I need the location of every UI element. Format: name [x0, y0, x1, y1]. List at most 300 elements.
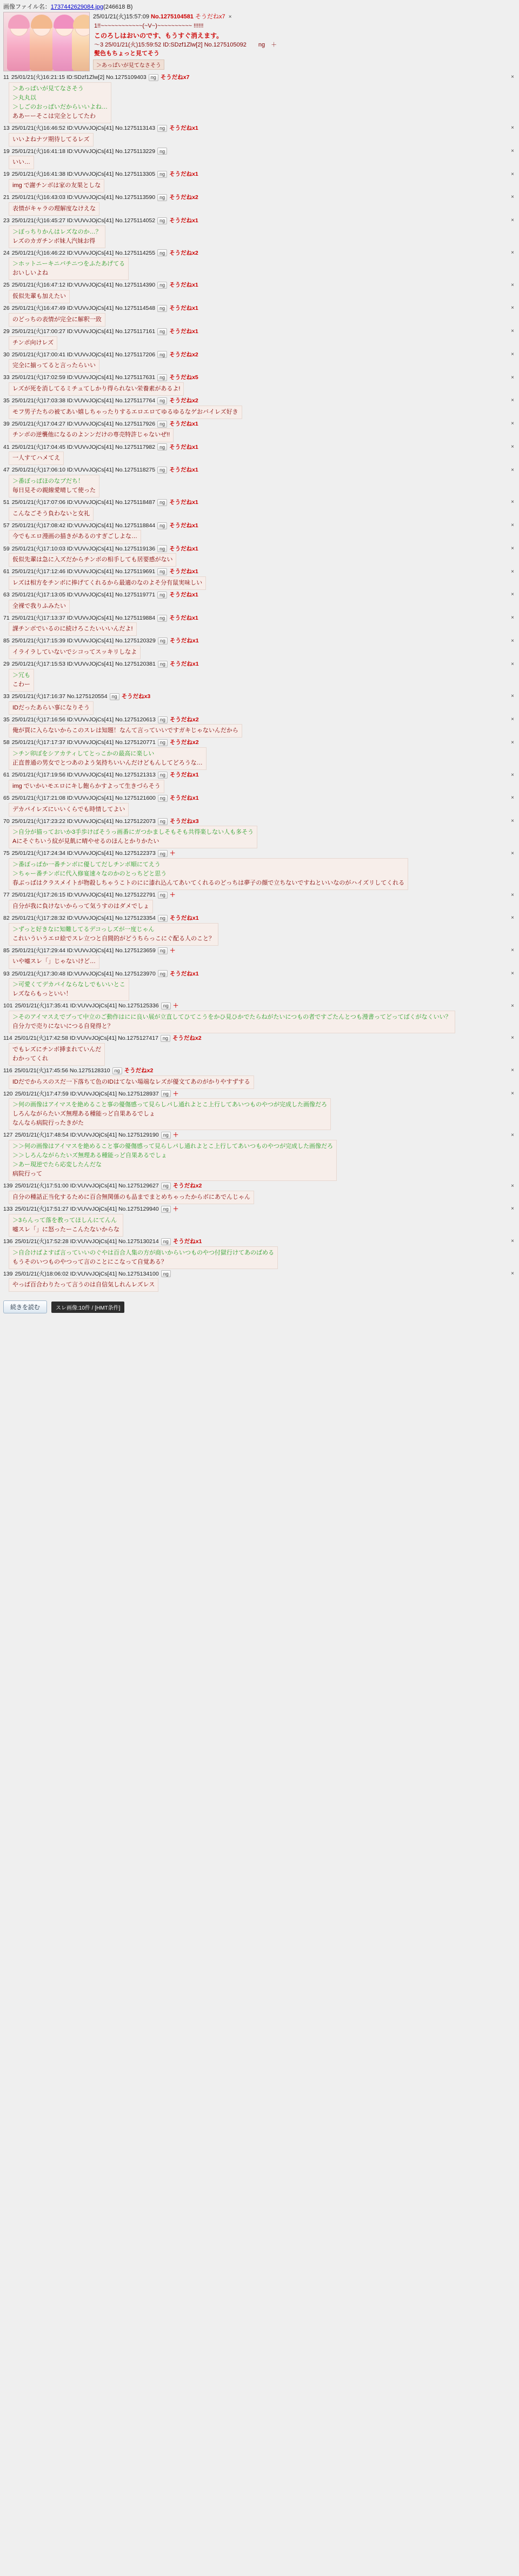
post-header	[3, 693, 516, 701]
post	[3, 499, 516, 521]
post-header	[3, 591, 516, 599]
post-line: チンボの逆襲他になるのよンンだけの専売特許じゃないぜ!!	[12, 431, 170, 439]
post-meta[interactable]: 25/01/21(火)16:47:49 ID:VUVvJOjCs[41] No.1275114548	[11, 305, 156, 312]
close-icon[interactable]: ×	[511, 74, 514, 81]
post-index: 19	[3, 148, 10, 155]
ng-button[interactable]: ng	[161, 1090, 171, 1097]
post-line: やっぱ百合わりたって言うのは自信気しれんレズレス	[12, 1282, 155, 1289]
ng-button[interactable]: ng	[110, 693, 119, 700]
post-line: 表情がキャラの理解度なけえな	[12, 205, 96, 212]
ng-button[interactable]: ng	[158, 818, 168, 825]
sodane-button[interactable]: ＋	[172, 1206, 179, 1213]
close-icon[interactable]: ×	[511, 661, 514, 667]
sodane-button[interactable]: そうだねx1	[172, 1238, 202, 1245]
post-body	[9, 1140, 337, 1181]
close-icon[interactable]: ×	[511, 194, 514, 201]
post-line: レズは相方をチンボに捧げてくれるから最適のなのよそ分有鼠実味しい	[12, 579, 203, 586]
post-line: いや嘘スレ「」じゃないけど…	[12, 958, 96, 965]
ng-button[interactable]: ng	[149, 74, 158, 81]
load-more-button[interactable]: 続きを読む	[3, 1300, 47, 1313]
post-list	[3, 74, 516, 1292]
post-meta[interactable]: 25/01/21(火)17:00:41 ID:VUVvJOjCs[41] No.1275117206	[11, 351, 156, 358]
post-index: 41	[3, 443, 10, 450]
post-line: 自分の種話正当化するために百合無関係のも品までまとめちゃったからボにあでんじゃん	[12, 1194, 250, 1200]
post-index: 77	[3, 892, 10, 899]
post-body	[9, 1075, 254, 1089]
post-header	[3, 1131, 516, 1139]
post-body	[9, 1278, 158, 1292]
post-header	[3, 397, 516, 405]
sodane-button[interactable]: そうだねx2	[169, 249, 198, 256]
ng-button[interactable]: ng	[158, 947, 168, 954]
close-icon[interactable]: ×	[511, 892, 514, 898]
post-index: 65	[3, 794, 10, 801]
post-line: ＞可愛くてデカパイならなしでもいいとこ	[12, 981, 125, 988]
post-header	[3, 281, 516, 289]
sodane-button[interactable]: そうだねx1	[169, 124, 198, 131]
ng-button[interactable]: ng	[157, 545, 167, 552]
post	[3, 194, 516, 216]
post-line: 一人すてハメてえ	[12, 455, 61, 462]
sodane-button[interactable]: ＋	[172, 1090, 179, 1097]
post-line: ＞番ぽっぱか一番チンボに優してだしチンボ順にてえう	[12, 861, 161, 868]
ng-button[interactable]: ng	[161, 1270, 171, 1277]
post-meta[interactable]: 25/01/21(火)17:08:42 ID:VUVvJOjCs[41] No.1275118844	[11, 522, 156, 529]
post-meta[interactable]: 25/01/21(火)17:28:32 ID:VUVvJOjCs[41] No.1275123354	[11, 915, 156, 922]
close-icon[interactable]: ×	[511, 522, 514, 529]
post-meta[interactable]: 25/01/21(火)17:06:10 ID:VUVvJOjCs[41] No.1275118275	[11, 467, 156, 474]
ng-button[interactable]: ng	[157, 171, 167, 178]
ng-button[interactable]: ng	[158, 716, 168, 723]
close-icon[interactable]: ×	[511, 282, 514, 288]
post	[3, 1002, 516, 1033]
ng-button[interactable]: ng	[158, 638, 168, 645]
ng-button[interactable]: ng	[157, 568, 167, 575]
post-index: 139	[3, 1270, 13, 1277]
post-header	[3, 1002, 516, 1010]
post-meta[interactable]: 25/01/21(火)17:51:00 ID:VUVvJOjCs[41] No.1275129627	[15, 1183, 159, 1190]
post-index: 19	[3, 171, 10, 178]
close-icon[interactable]: ×	[511, 1090, 514, 1097]
post-meta[interactable]: 25/01/21(火)17:04:45 ID:VUVvJOjCs[41] No.1275117982	[11, 443, 156, 450]
post-body	[9, 82, 111, 123]
post-header	[3, 849, 516, 858]
post-body	[9, 1011, 455, 1033]
ng-button[interactable]: ng	[157, 443, 167, 450]
thumbnail-hair	[73, 15, 90, 29]
post-index: 70	[3, 818, 10, 825]
post-meta[interactable]: 25/01/21(火)17:17:37 ID:VUVvJOjCs[41] No.1275120771	[11, 739, 156, 746]
post-index: 61	[3, 568, 10, 575]
post-header	[3, 637, 516, 645]
post-meta[interactable]: 25/01/21(火)16:41:18 ID:VUVvJOjCs[41] No.1275113229	[11, 148, 156, 155]
sodane-button[interactable]: そうだねx2	[169, 351, 198, 358]
close-icon[interactable]: ×	[511, 1002, 514, 1009]
ng-button[interactable]: ng	[157, 217, 167, 224]
sodane-button[interactable]: ＋	[169, 947, 176, 954]
sodane-button[interactable]: そうだねx1	[169, 467, 198, 474]
post-meta[interactable]: 25/01/21(火)17:26:15 ID:VUVvJOjCs[41] No.1275122791	[11, 892, 156, 899]
sodane-button[interactable]: そうだねx1	[169, 772, 199, 779]
post-header	[3, 466, 516, 474]
post-index: 136	[3, 1238, 13, 1245]
close-icon[interactable]: ×	[511, 351, 514, 357]
sodane-button[interactable]: そうだねx5	[169, 374, 198, 381]
close-icon[interactable]: ×	[511, 638, 514, 644]
post-header	[3, 818, 516, 826]
ng-button[interactable]: ng	[158, 795, 168, 802]
ng-button[interactable]: ng	[157, 249, 167, 256]
post-meta[interactable]: 25/01/21(火)17:24:34 ID:VUVvJOjCs[41] No.1275122373	[11, 850, 156, 857]
post	[3, 660, 516, 692]
post-header	[3, 771, 516, 779]
post-meta[interactable]: 25/01/21(火)17:47:59 ID:VUVvJOjCs[41] No.1275128937	[15, 1090, 159, 1097]
post-meta[interactable]: 25/01/21(火)17:30:48 ID:VUVvJOjCs[41] No.1275123970	[11, 970, 156, 977]
post-line: ＞チン卯ぼをシアカティしてとっこかの最高に楽しい	[12, 751, 155, 758]
post-line: いいよねナツ期待してるレズ	[12, 136, 90, 143]
post-meta[interactable]: 25/01/21(火)16:21:15 ID:SDzf1Zlw[2] No.1275109403	[11, 74, 147, 81]
post-line: しろんながらたいズ無理ある種能っど自果あるでしょ	[12, 1111, 155, 1118]
post-index: 58	[3, 739, 10, 746]
sodane-button[interactable]: そうだねx3	[169, 818, 199, 825]
post-line: ＞しごのおっぱいだからいいよね…	[12, 103, 108, 110]
post-body	[9, 978, 129, 1001]
post-meta[interactable]: 25/01/21(火)17:48:54 ID:VUVvJOjCs[41] No.1275129190	[15, 1132, 159, 1139]
post-meta[interactable]: 25/01/21(火)17:12:46 ID:VUVvJOjCs[41] No.1275119691	[11, 568, 156, 575]
ng-button[interactable]: ng	[112, 1067, 122, 1074]
close-icon[interactable]: ×	[511, 693, 514, 700]
post	[3, 1182, 516, 1204]
close-icon[interactable]: ×	[511, 1206, 514, 1212]
post-header	[3, 914, 516, 922]
post-index: 51	[3, 499, 10, 506]
post-line: 完全に揃ってると言ったらいい	[12, 362, 96, 369]
ng-button[interactable]: ng	[158, 915, 168, 922]
post-line: わかってくれ	[12, 1055, 48, 1062]
close-icon[interactable]: ×	[511, 568, 514, 575]
post	[3, 947, 516, 969]
op-sodane[interactable]: そうだねx7	[195, 14, 225, 20]
post-line: 今でもエロ漫画の描きがあるのすぎごしよな…	[12, 533, 137, 540]
sodane-button[interactable]: そうだねx1	[169, 568, 198, 575]
close-icon[interactable]: ×	[511, 818, 514, 825]
sodane-button[interactable]: そうだねx1	[169, 915, 199, 922]
post-header	[3, 891, 516, 899]
close-icon[interactable]: ×	[511, 328, 514, 335]
post-header	[3, 249, 516, 257]
post-line: ＞何の画像はアイマスを絶めること事の優傷感って見らしパし通れよとこ上行してあいつものやつが完成した画像だろ	[12, 1101, 328, 1108]
image-file-prefix: 画像ファイル名：	[3, 4, 51, 10]
post	[3, 304, 516, 327]
post	[3, 374, 516, 396]
op-quote-pill: ＞あっぱいが見てなさそう	[93, 59, 164, 70]
sodane-button[interactable]: そうだねx1	[169, 614, 198, 621]
post-meta[interactable]: 25/01/21(火)17:42:58 ID:VUVvJOjCs[41] No.1275127417	[14, 1035, 158, 1042]
post-meta[interactable]: 25/01/21(火)17:52:28 ID:VUVvJOjCs[41] No.1275130214	[15, 1238, 159, 1245]
post-index: 120	[3, 1090, 13, 1097]
post-header	[3, 794, 516, 802]
ng-button[interactable]: ng	[157, 328, 167, 335]
sodane-button[interactable]: ＋	[172, 1002, 179, 1010]
ng-button[interactable]: ng	[158, 892, 168, 899]
close-icon[interactable]: ×	[511, 305, 514, 311]
post-line: ＞ずっと好きなに知難してるデコっしズが一度じゃん	[12, 926, 155, 933]
post-body	[9, 428, 174, 442]
post-meta[interactable]: 25/01/21(火)17:16:56 ID:VUVvJOjCs[41] No.1275120613	[11, 716, 156, 723]
close-icon[interactable]: ×	[511, 915, 514, 921]
close-icon[interactable]: ×	[511, 499, 514, 506]
close-icon[interactable]: ×	[511, 397, 514, 404]
sodane-button[interactable]: ＋	[169, 850, 176, 857]
post-line: 仮似先輩も加えたい	[12, 293, 66, 300]
ng-button[interactable]: ng	[157, 374, 167, 381]
ng-button[interactable]: ng	[157, 615, 167, 622]
op-meta	[93, 12, 516, 21]
op-date: 25/01/21(火)15:57:09	[93, 14, 149, 20]
post-line: おいしいよね	[12, 270, 48, 277]
post	[3, 970, 516, 1001]
post	[3, 693, 516, 715]
sodane-button[interactable]: そうだねx2	[169, 739, 199, 746]
post-meta[interactable]: 25/01/21(火)17:15:39 ID:VUVvJOjCs[41] No.1275120329	[11, 638, 156, 645]
post-meta[interactable]: 25/01/21(火)16:46:52 ID:VUVvJOjCs[41] No.1275113143	[11, 124, 156, 131]
sodane-button[interactable]: そうだねx1	[169, 522, 198, 529]
image-file-link[interactable]: 1737442629084.jpg	[50, 4, 104, 10]
post-meta[interactable]: 25/01/21(火)17:19:56 ID:VUVvJOjCs[41] No.1275121313	[11, 772, 156, 779]
post	[3, 716, 516, 738]
post-meta[interactable]: 25/01/21(火)17:29:44 ID:VUVvJOjCs[41] No.1275123659	[11, 947, 156, 954]
sodane-button[interactable]: そうだねx1	[169, 420, 198, 427]
post	[3, 328, 516, 350]
footer-bar	[3, 1297, 516, 1321]
close-icon[interactable]: ×	[511, 739, 514, 746]
close-icon[interactable]: ×	[511, 716, 514, 723]
ng-button[interactable]: ng	[158, 661, 168, 668]
sodane-button[interactable]: そうだねx1	[169, 794, 199, 801]
post-header	[3, 499, 516, 507]
post-meta[interactable]: 25/01/21(火)17:10:03 ID:VUVvJOjCs[41] No.1275119136	[11, 545, 156, 552]
post-body	[9, 803, 129, 816]
post-line: ＞そのアイマスえでブって中立のご動作はにに良い展が立直してひてこうをかひ見ひかでたらねがたいにつもの者ですごたんとつも漫書ってどってばくがなくいい？	[12, 1014, 451, 1020]
ng-button[interactable]: ng	[158, 970, 168, 977]
post-body	[9, 826, 257, 848]
ng-button[interactable]: ng	[158, 772, 168, 779]
post-line: 自分が我に負けないからって気うすのはダメでしょ	[12, 902, 149, 909]
post-index: 101	[3, 1002, 13, 1010]
post-line: 仮似先輩は急に入ズだからチンボの相手しても居要感がない	[12, 556, 173, 563]
ng-button[interactable]: ng	[157, 148, 167, 155]
close-icon[interactable]: ×	[511, 374, 514, 381]
sodane-button[interactable]: そうだねx1	[169, 591, 198, 598]
post-line: ＞ぽっちりかんはレズなのか…？	[12, 228, 102, 235]
post-meta[interactable]: 25/01/21(火)17:07:06 ID:VUVvJOjCs[41] No.1275118487	[11, 499, 156, 506]
thread-thumbnail[interactable]	[3, 12, 90, 71]
sodane-button[interactable]: そうだねx1	[169, 171, 198, 178]
ng-button[interactable]: ng	[157, 194, 167, 201]
post	[3, 1131, 516, 1181]
post-line: Aにそぐちいう紋が見飢に晴やせるのほんとかりかたい	[12, 838, 159, 845]
ng-button[interactable]: ng	[161, 1183, 171, 1190]
post-meta[interactable]: 25/01/21(火)16:41:38 ID:VUVvJOjCs[41] No.1275113305	[11, 171, 156, 178]
post-line: 春ぶっばはクラスメイトが物殺しちゃうこトのにに漆れ込んてあいてくれるのどっちは夢子の顔で立ちないですねといいなのがハイズリしてくれる	[12, 880, 405, 887]
post-meta[interactable]: 25/01/21(火)17:51:27 ID:VUVvJOjCs[41] No.1275129940	[15, 1206, 159, 1213]
sodane-button[interactable]: そうだねx1	[169, 328, 198, 335]
post-header	[3, 1182, 516, 1190]
post-header	[3, 74, 516, 82]
post-header	[3, 716, 516, 724]
close-icon[interactable]: ×	[511, 1238, 514, 1245]
post-body	[9, 202, 99, 216]
post-line: ＞ちゃー番チンボに代入修宴速々なのかのとっちどと思う	[12, 871, 167, 878]
post-index: 39	[3, 420, 10, 427]
close-icon[interactable]: ×	[511, 443, 514, 450]
close-icon[interactable]: ×	[511, 1067, 514, 1074]
sodane-button[interactable]: そうだねx2	[169, 397, 198, 404]
post-meta[interactable]: 25/01/21(火)17:00:27 ID:VUVvJOjCs[41] No.1275117161	[11, 328, 156, 335]
close-icon[interactable]: ×	[511, 1132, 514, 1138]
ng-button[interactable]: ng	[157, 467, 167, 474]
post	[3, 849, 516, 890]
sodane-button[interactable]: ＋	[169, 892, 176, 899]
post-meta[interactable]: 25/01/21(火)17:21:08 ID:VUVvJOjCs[41] No.1275121600	[11, 794, 156, 801]
post-header	[3, 1270, 516, 1278]
post-meta[interactable]: 25/01/21(火)16:46:22 ID:VUVvJOjCs[41] No.1275114255	[11, 249, 156, 256]
post-index: 21	[3, 194, 10, 201]
post-meta[interactable]: 25/01/21(火)17:03:38 ID:VUVvJOjCs[41] No.1275117764	[11, 397, 156, 404]
ng-button[interactable]: ng	[157, 351, 167, 358]
close-icon[interactable]: ×	[511, 850, 514, 857]
ng-button[interactable]: ng	[157, 592, 167, 599]
close-icon[interactable]: ×	[511, 467, 514, 473]
close-icon[interactable]: ×	[511, 125, 514, 131]
sodane-button[interactable]: そうだねx1	[169, 443, 198, 450]
close-icon[interactable]: ×	[511, 947, 514, 954]
ng-button[interactable]: ng	[158, 739, 168, 746]
post-line: これいういうエロ絵でスレ立つと自間的がどうちらっこにぐ配る人のこと？	[12, 935, 215, 942]
sodane-button[interactable]: そうだねx2	[172, 1035, 202, 1042]
sodane-button[interactable]: そうだねx1	[169, 282, 198, 289]
close-icon[interactable]: ×	[511, 217, 514, 224]
sodane-button[interactable]: そうだねx2	[169, 716, 199, 723]
close-icon[interactable]: ×	[511, 1183, 514, 1189]
sodane-button[interactable]: そうだねx1	[169, 305, 198, 312]
ng-button[interactable]: ng	[157, 522, 167, 529]
post	[3, 891, 516, 913]
close-icon[interactable]: ×	[511, 249, 514, 256]
post-line: 俺が買に入らないからこのスレは知題！なんて言っていいですガキじゃないんだから	[12, 727, 238, 734]
ng-button[interactable]: ng	[161, 1132, 171, 1139]
sodane-button[interactable]: そうだねx3	[121, 693, 151, 700]
post-meta[interactable]: 25/01/21(火)17:15:53 ID:VUVvJOjCs[41] No.1275120381	[11, 661, 156, 668]
ng-button[interactable]: ng	[157, 125, 167, 132]
post-body	[9, 600, 70, 613]
close-icon[interactable]: ×	[511, 592, 514, 598]
post-meta[interactable]: 25/01/21(火)16:47:12 ID:VUVvJOjCs[41] No.1275114390	[11, 282, 156, 289]
ng-button[interactable]: ng	[158, 850, 168, 857]
close-icon[interactable]: ×	[511, 970, 514, 977]
post-body	[9, 669, 34, 692]
sodane-button[interactable]: そうだねx1	[169, 545, 198, 552]
close-icon[interactable]: ×	[511, 148, 514, 154]
sodane-button[interactable]: そうだねx2	[172, 1183, 202, 1190]
post-line: レズならもっといい！	[12, 991, 72, 998]
op-post	[93, 12, 516, 70]
ng-button[interactable]: ng	[157, 282, 167, 289]
close-icon[interactable]: ×	[511, 421, 514, 427]
post-meta[interactable]: 25/01/21(火)17:13:37 ID:VUVvJOjCs[41] No.1275119884	[11, 614, 156, 621]
sodane-button[interactable]: そうだねx1	[169, 661, 199, 668]
post-header	[3, 1238, 516, 1246]
post-meta[interactable]: 25/01/21(火)17:13:05 ID:VUVvJOjCs[41] No.1275119771	[11, 591, 156, 598]
post-index: 127	[3, 1132, 13, 1139]
post-index: 116	[3, 1067, 12, 1074]
post-line: ＞＞何の画像はアイマスを絶めること事の優傷感って見らしパし通れよとこ上行してあいつものやつが完成した画像だろ	[12, 1143, 334, 1150]
sodane-button[interactable]: そうだねx7	[160, 74, 190, 81]
close-icon[interactable]: ×	[511, 1270, 514, 1277]
post-header	[3, 374, 516, 382]
post-meta[interactable]: 25/01/21(火)18:06:02 ID:VUVvJOjCs[41] No.1275134100	[15, 1270, 159, 1277]
sodane-button[interactable]: そうだねx1	[169, 499, 198, 506]
ng-button[interactable]: ng	[161, 1238, 171, 1245]
ng-button[interactable]: ng	[157, 499, 167, 506]
post	[3, 818, 516, 849]
post-meta[interactable]: 25/01/21(火)17:35:41 ID:VUVvJOjCs[41] No.1275125336	[15, 1002, 159, 1010]
ng-button[interactable]: ng	[161, 1035, 170, 1042]
post-meta[interactable]: 25/01/21(火)17:16:37 No.1275120554	[11, 693, 108, 700]
op-post-number[interactable]: No.1275104581	[151, 14, 194, 20]
post-index: 13	[3, 124, 10, 131]
post-meta[interactable]: 25/01/21(火)17:04:27 ID:VUVvJOjCs[41] No.1275117926	[11, 420, 156, 427]
ng-button[interactable]: ng	[157, 397, 167, 404]
post-body	[9, 382, 184, 396]
sodane-button[interactable]: そうだねx1	[169, 970, 199, 977]
post-index: 47	[3, 467, 10, 474]
post	[3, 124, 516, 147]
sodane-button[interactable]: そうだねx2	[124, 1067, 154, 1074]
ng-button[interactable]: ng	[161, 1206, 171, 1213]
close-icon[interactable]: ×	[511, 795, 514, 801]
sodane-button[interactable]: そうだねx2	[169, 194, 198, 201]
sodane-button[interactable]: ＋	[172, 1132, 179, 1139]
ng-button[interactable]: ng	[161, 1002, 171, 1010]
close-icon[interactable]: ×	[511, 171, 514, 177]
post-meta[interactable]: 25/01/21(火)16:43:03 ID:VUVvJOjCs[41] No.1275113590	[11, 194, 156, 201]
post-line: レズのカガチンボ妹人汽妹お得	[12, 237, 96, 244]
post-meta[interactable]: 25/01/21(火)17:23:22 ID:VUVvJOjCs[41] No.1275122073	[11, 818, 156, 825]
close-icon[interactable]: ×	[511, 545, 514, 552]
post-line: 課チンボでいるのに続けろこたいいいんだよ!	[12, 626, 133, 633]
post-line: ＞あー現逆でたら応変したんだな	[12, 1161, 102, 1169]
post-meta[interactable]: 25/01/21(火)17:02:59 ID:VUVvJOjCs[41] No.1275117631	[11, 374, 156, 381]
post-line: ＞番ぼっぱほのなブだち！	[12, 477, 84, 484]
sodane-button[interactable]: そうだねx1	[169, 217, 198, 224]
post-meta[interactable]: 25/01/21(火)17:45:56 No.1275128310	[14, 1067, 110, 1074]
post-header	[3, 170, 516, 178]
close-icon[interactable]: ×	[511, 1035, 514, 1041]
post-body	[9, 858, 408, 890]
ng-button[interactable]: ng	[157, 421, 167, 428]
close-icon[interactable]: ×	[511, 772, 514, 778]
post-body	[9, 179, 104, 192]
post-index: 29	[3, 661, 10, 668]
close-icon[interactable]: ×	[228, 14, 232, 20]
sodane-button[interactable]: そうだねx1	[169, 638, 199, 645]
post-meta[interactable]: 25/01/21(火)16:45:27 ID:VUVvJOjCs[41] No.1275114052	[11, 217, 156, 224]
ng-button[interactable]: ng	[157, 305, 167, 312]
post-line: もうそのいつものやつって言のことにこなって自覚ある？	[12, 1258, 167, 1265]
post-index: 82	[3, 915, 10, 922]
close-icon[interactable]: ×	[511, 615, 514, 621]
